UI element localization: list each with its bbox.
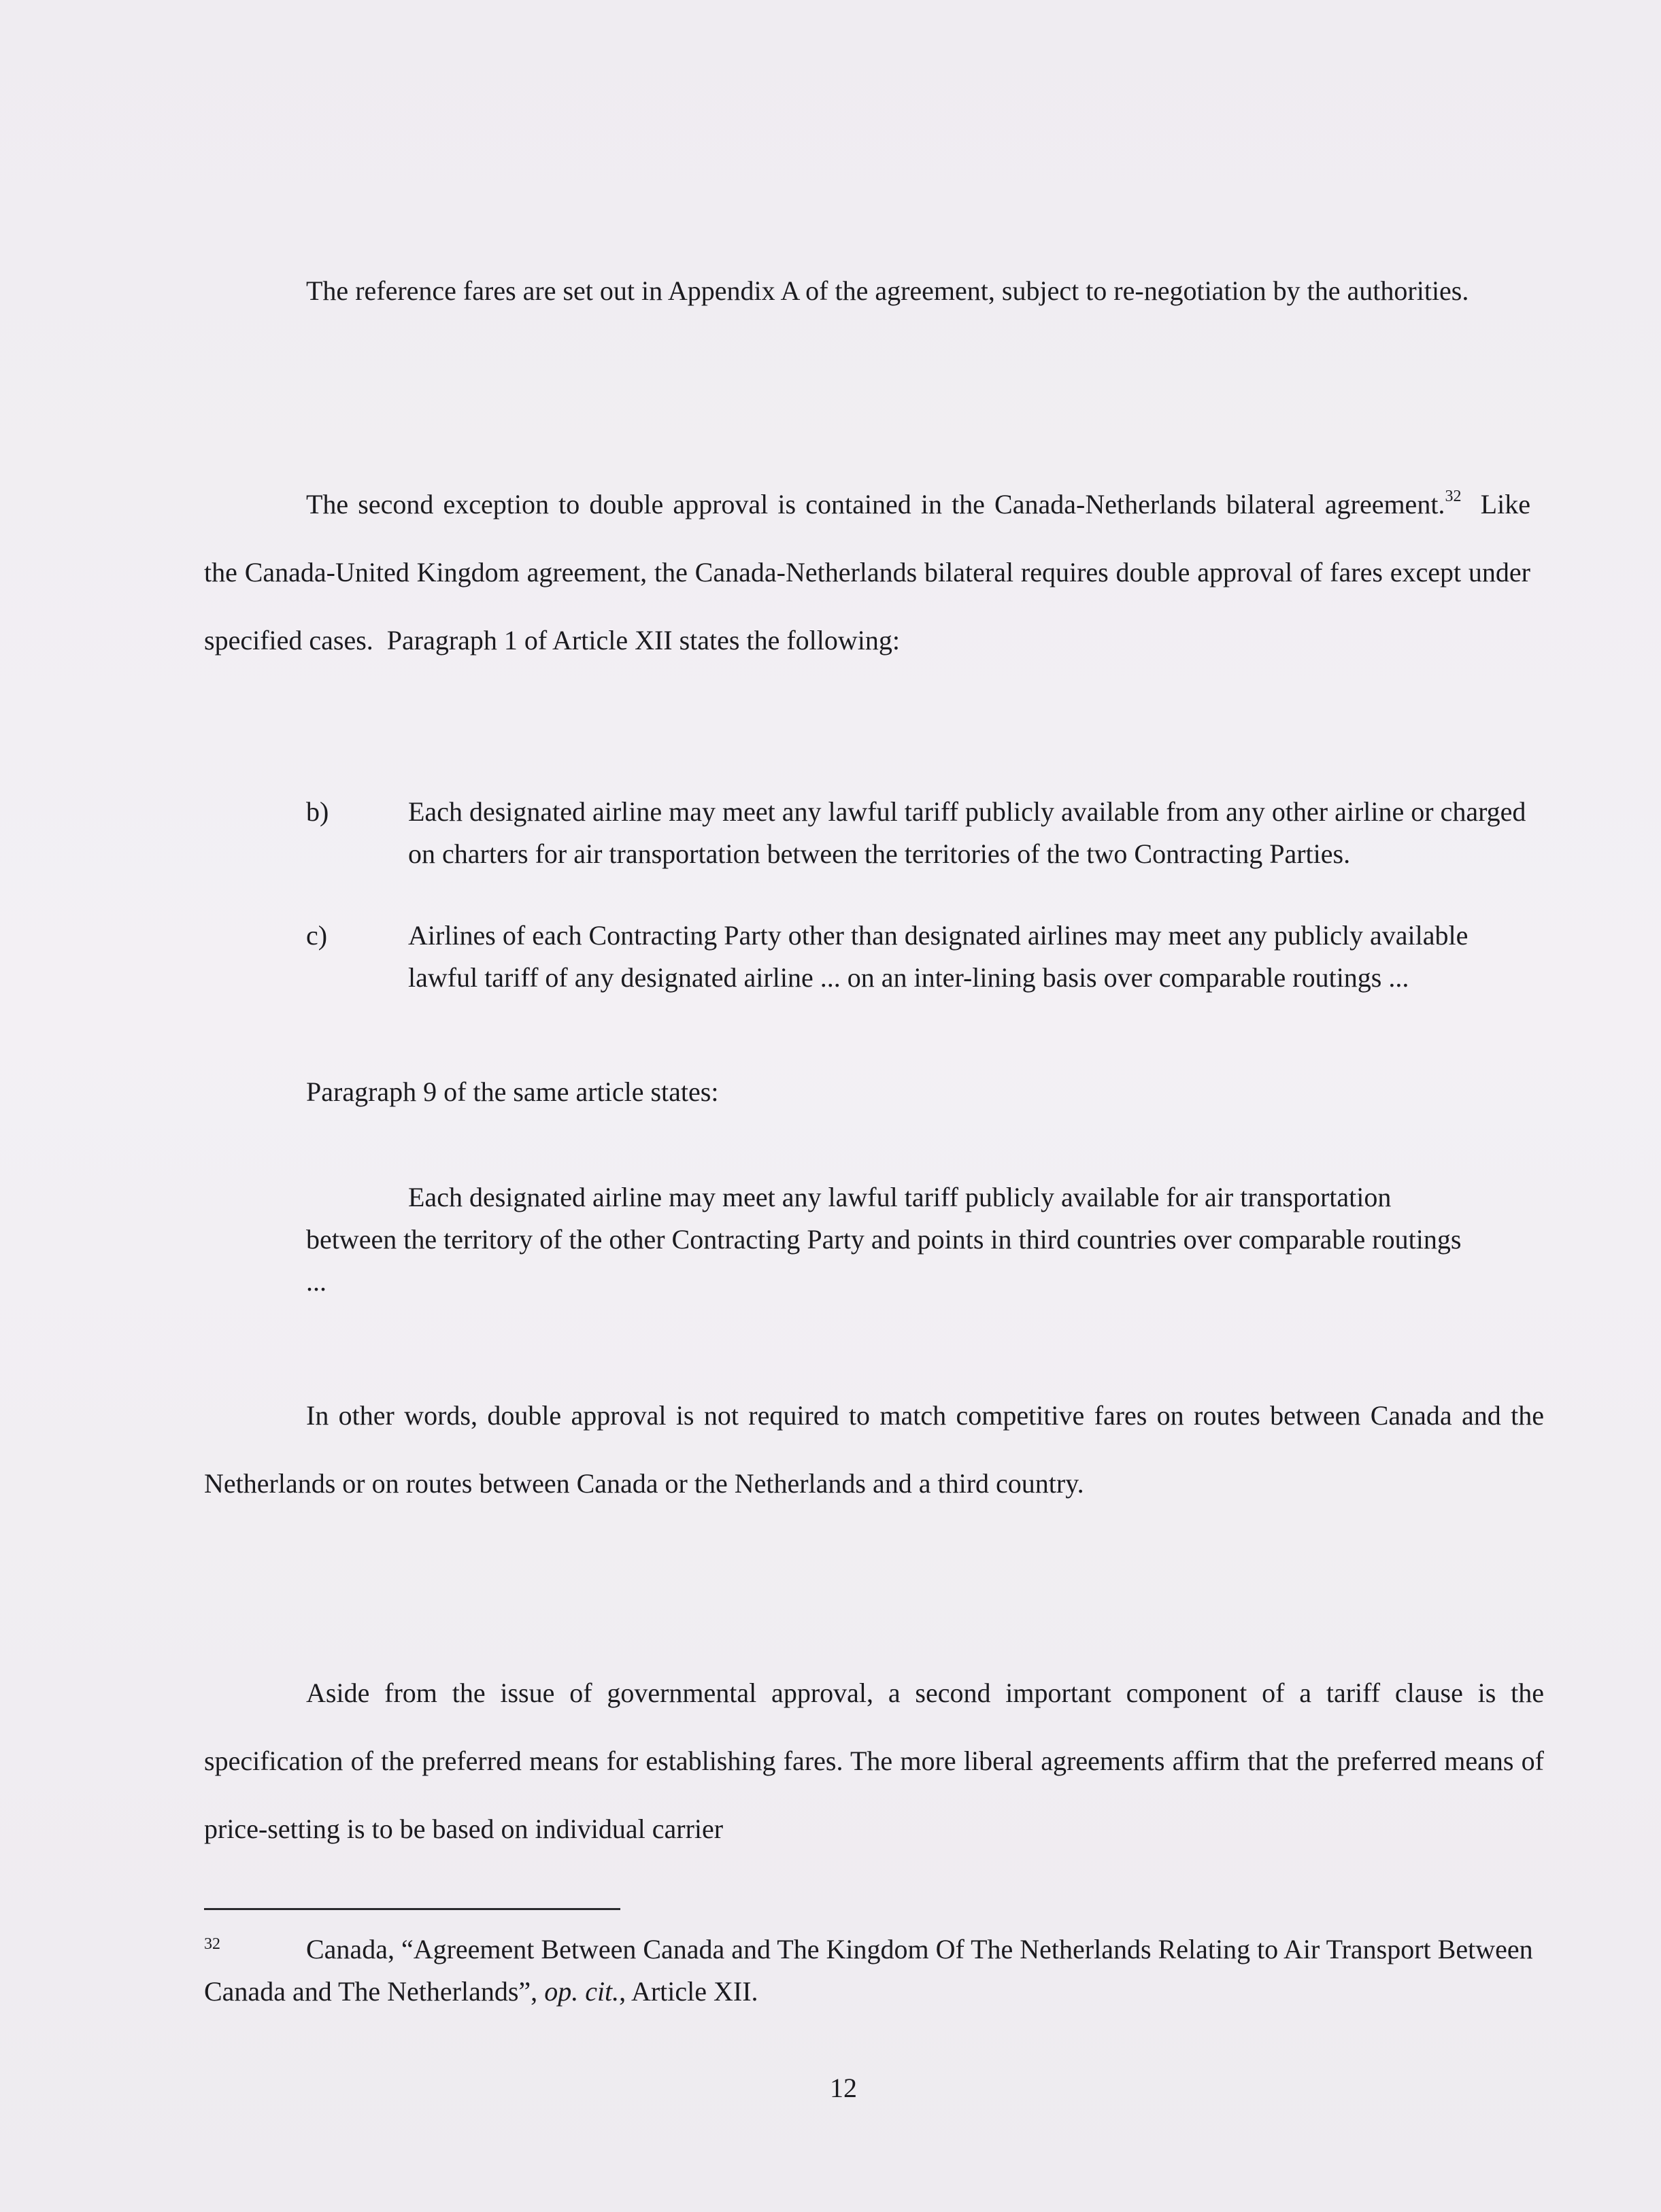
paragraph-9-intro: Paragraph 9 of the same article states:	[306, 1076, 719, 1107]
footnote-separator	[204, 1908, 620, 1910]
quoted-item-b-text: Each designated airline may meet any lawful tariff publicly available from any other airline or charged on charters for air transportation between the territories of the two Contracting Parties.	[408, 796, 1526, 869]
paragraph-aside-from: Aside from the issue of governmental approval, a second important component of a tariff clause is the specification of the preferred means for establishing fares. The more liberal agreements affirm that the preferred means of price-setting is to be based on individual carrier	[204, 1678, 1544, 1844]
quoted-item-c-text: Airlines of each Contracting Party other than designated airlines may meet any publicly available lawful tariff of any designated airline ... on an inter-lining basis over comparable routings ...	[408, 920, 1469, 993]
quote-paragraph-9: Each designated airline may meet any lawful tariff publicly available for air transportation between the territory of the other Contracting Party and points in third countries over comparable routings ...	[306, 1182, 1462, 1297]
footnote-text-end: , Article XII.	[619, 1976, 758, 2007]
page-number: 12	[830, 2073, 857, 2103]
footnote-op-cit: op. cit.	[544, 1976, 620, 2007]
paragraph-in-other-words: In other words, double approval is not required to match competitive fares on routes between Canada and the Netherlands or on routes between Canada or the Netherlands and a third country.	[204, 1400, 1544, 1499]
paragraph-reference-fares: The reference fares are set out in Appendix A of the agreement, subject to re-negotiation by the authorities.	[306, 275, 1469, 306]
quoted-item-c-letter: c)	[306, 920, 328, 951]
quoted-item-b-letter: b)	[306, 796, 329, 827]
footnote-text-start: Canada, “Agreement Between Canada and The Kingdom Of The Netherlands Relating to Air Transport Between Canada and The Netherlands”,	[204, 1934, 1533, 2007]
paragraph-second-exception-start: The second exception to double approval is contained in the Canada-Netherlands bilateral agreement.	[306, 489, 1445, 520]
paragraph-second-exception-end: Like the Canada-United Kingdom agreement, the Canada-Netherlands bilateral requires double approval of fares except under specified cases. Paragraph 1 of Article XII states the following:	[204, 489, 1537, 656]
footnote	[204, 1928, 1551, 2013]
paragraph-second-exception	[204, 471, 1537, 675]
footnote-number: 32	[204, 1935, 220, 1953]
footnote-reference: 32	[1445, 487, 1462, 505]
footnote-text	[204, 1928, 1551, 2013]
